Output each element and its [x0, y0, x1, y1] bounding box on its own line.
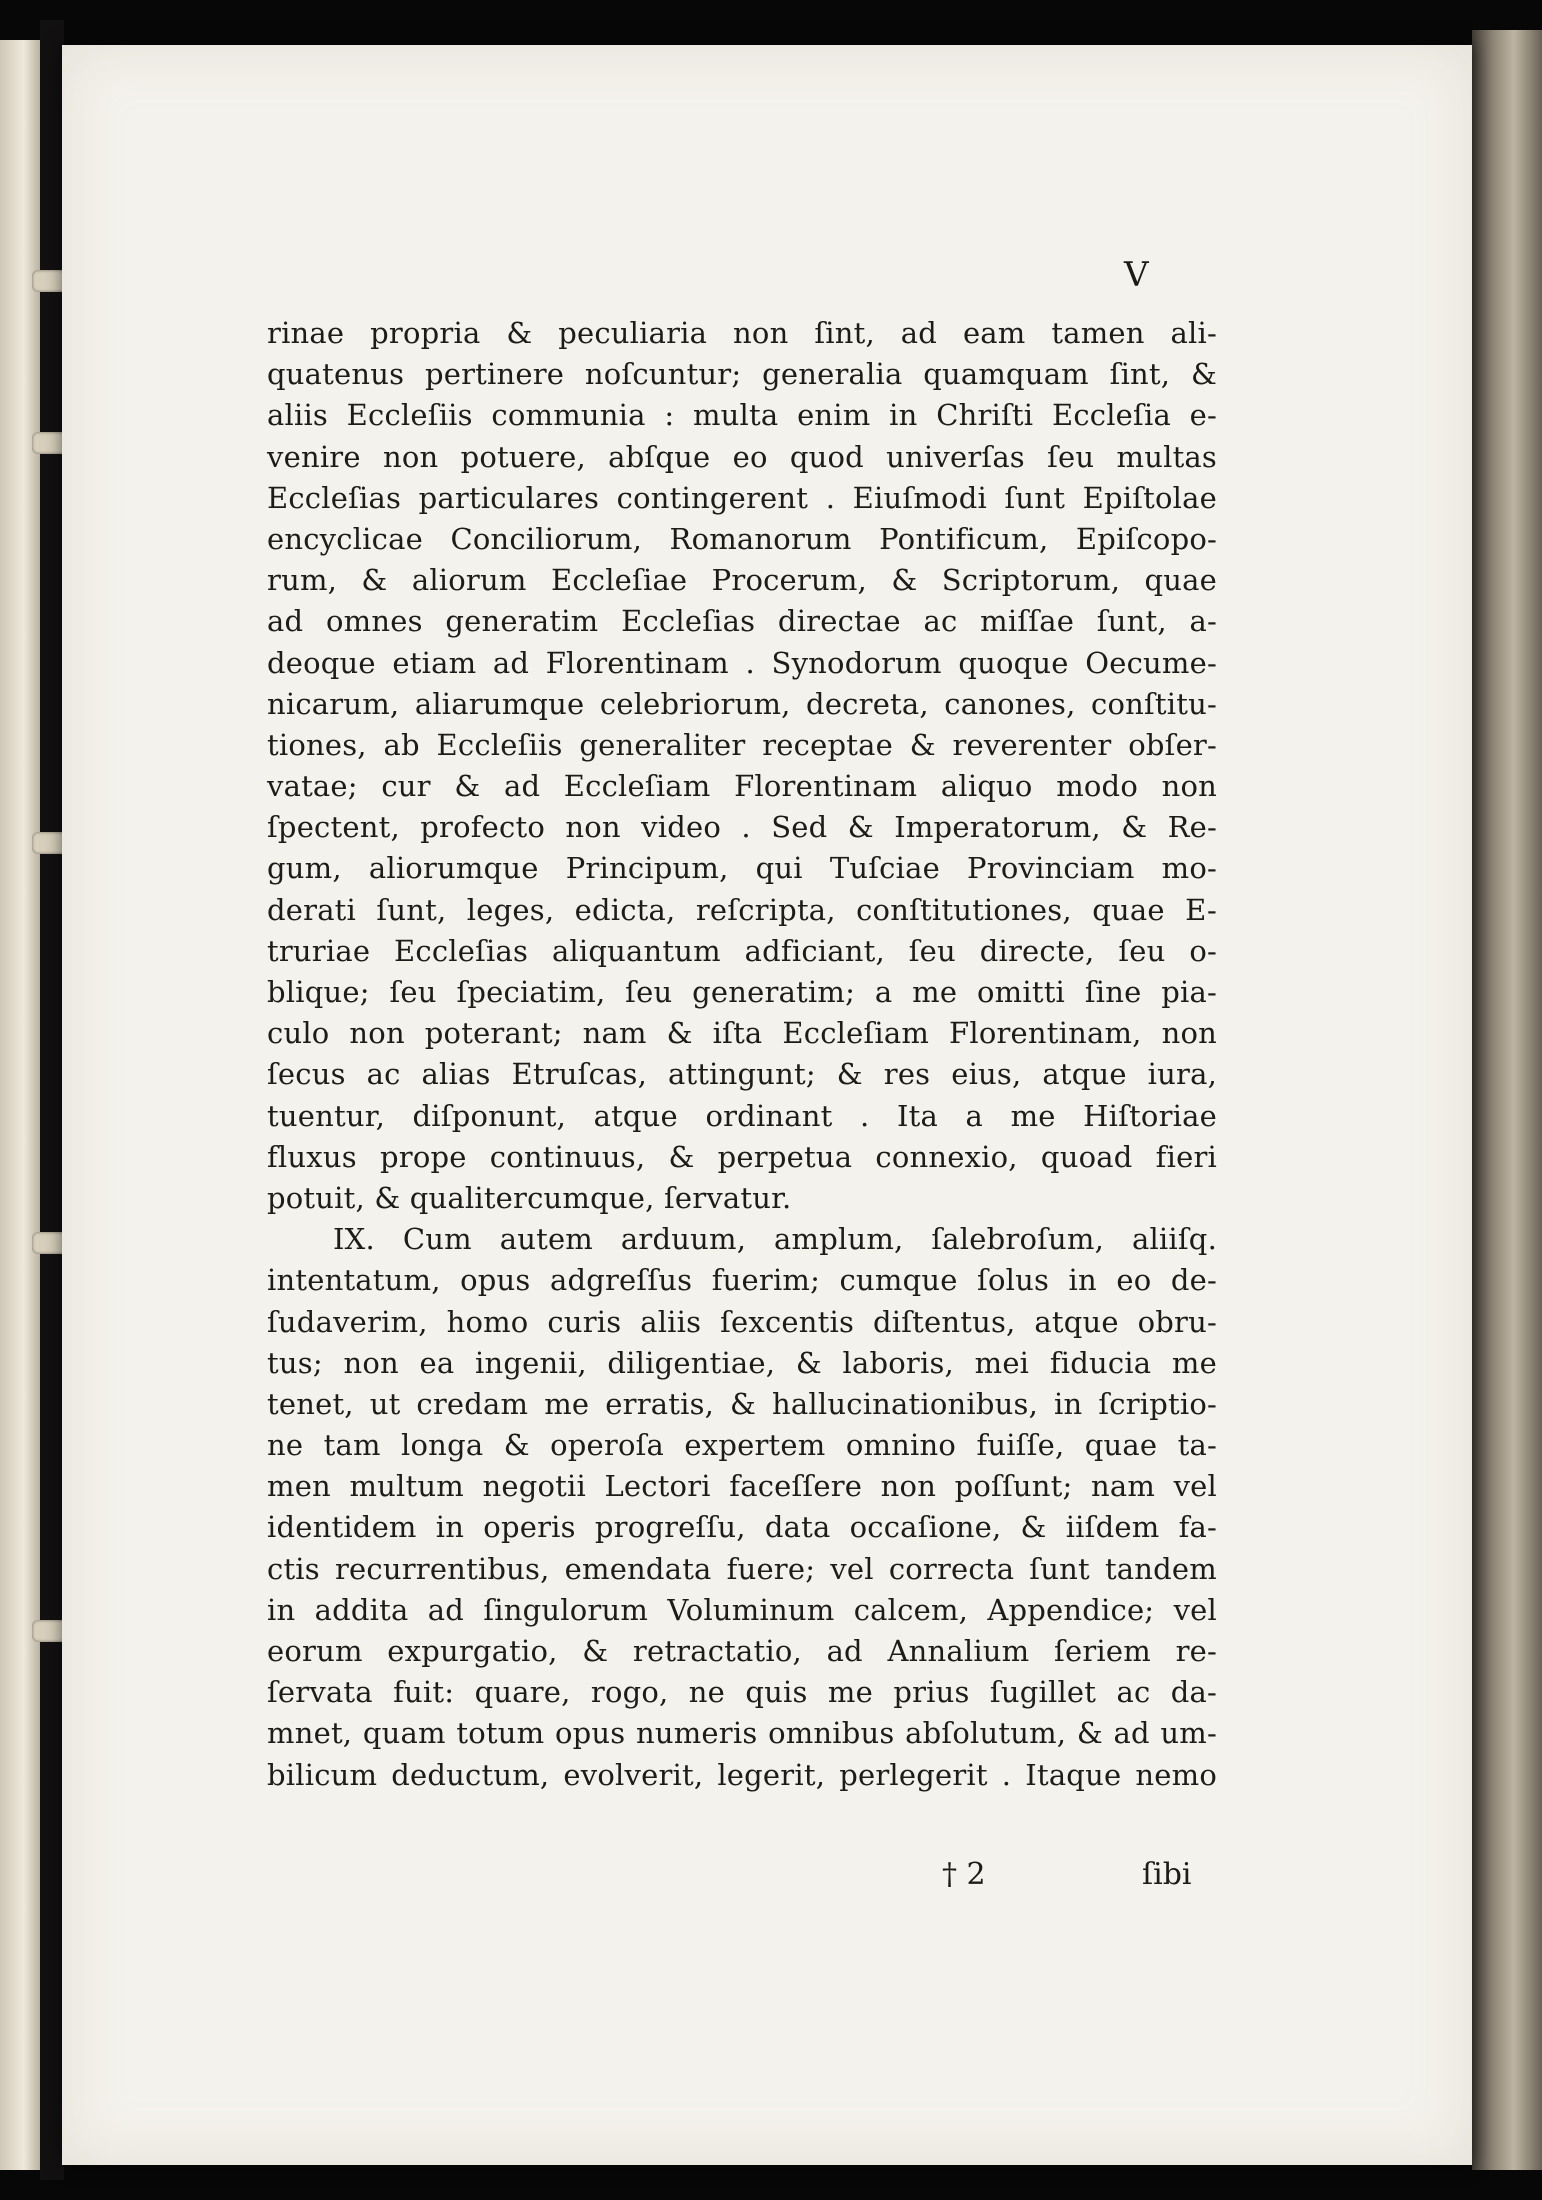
- text-line: fluxus prope continuus, & perpetua connexio, quoad fieri: [267, 1139, 1217, 1174]
- text-line: ſudaverim, homo curis aliis ſexcentis diſtentus, atque obru-: [267, 1304, 1217, 1339]
- book-page: [62, 45, 1472, 2165]
- signature-mark: † 2: [942, 1857, 986, 1892]
- text-line: venire non potuere, abſque eo quod univerſas ſeu multas: [267, 439, 1217, 474]
- page-body-text: [267, 313, 1217, 1796]
- left-page-edge: [0, 40, 42, 2170]
- text-line: tuentur, diſponunt, atque ordinant . Ita a me Hiſtoriae: [267, 1098, 1217, 1133]
- text-line: gum, aliorumque Principum, qui Tuſciae Provinciam mo-: [267, 851, 1217, 886]
- text-line: rum, & aliorum Eccleſiae Procerum, & Scriptorum, quae: [267, 563, 1217, 598]
- right-page-edges: [1472, 30, 1542, 2170]
- catchword: ſibi: [1142, 1857, 1192, 1892]
- text-line: in addita ad ſingulorum Voluminum calcem, Appendice; vel: [267, 1592, 1217, 1627]
- text-line: tiones, ab Eccleſiis generaliter receptae & reverenter obſer-: [267, 727, 1217, 762]
- text-line: truriae Eccleſias aliquantum adficiant, ſeu directe, ſeu o-: [267, 933, 1217, 968]
- text-line: potuit, & qualitercumque, ſervatur.: [267, 1180, 792, 1215]
- text-line: ctis recurrentibus, emendata fuere; vel correcta ſunt tandem: [267, 1551, 1217, 1586]
- text-line: eorum expurgatio, & retractatio, ad Annalium ſeriem re-: [267, 1634, 1217, 1668]
- text-line: ſpectent, profecto non video . Sed & Imperatorum, & Re-: [267, 810, 1217, 845]
- text-line: nicarum, aliarumque celebriorum, decreta, canones, conſtitu-: [267, 686, 1217, 721]
- text-line: derati ſunt, leges, edicta, reſcripta, conſtitutiones, quae E-: [267, 892, 1217, 927]
- text-line: mnet, quam totum opus numeris omnibus abſolutum, & ad um-: [267, 1716, 1217, 1751]
- text-line: intentatum, opus adgreſſus fuerim; cumque ſolus in eo de-: [267, 1263, 1217, 1298]
- text-line: bilicum deductum, evolverit, legerit, perlegerit . Itaque nemo: [267, 1757, 1217, 1792]
- text-line: encyclicae Conciliorum, Romanorum Pontificum, Epiſcopo-: [267, 521, 1217, 556]
- text-line: aliis Eccleſiis communia : multa enim in Chriſti Eccleſia e-: [267, 398, 1217, 433]
- text-line: blique; ſeu ſpeciatim, ſeu generatim; a me omitti ſine pia-: [267, 975, 1217, 1009]
- text-line: tus; non ea ingenii, diligentiae, & laboris, mei fiducia me: [267, 1345, 1217, 1380]
- text-line: ſecus ac alias Etruſcas, attingunt; & res eius, atque iura,: [267, 1057, 1217, 1092]
- text-line: vatae; cur & ad Eccleſiam Florentinam aliquo modo non: [267, 769, 1217, 804]
- text-line: ne tam longa & operoſa expertem omnino fuiſſe, quae ta-: [267, 1428, 1217, 1463]
- text-line: ad omnes generatim Eccleſias directae ac miſſae ſunt, a-: [267, 604, 1217, 639]
- text-line: tenet, ut credam me erratis, & hallucinationibus, in ſcriptio-: [267, 1386, 1217, 1421]
- text-line: deoque etiam ad Florentinam . Synodorum quoque Oecume-: [267, 645, 1217, 680]
- page-number: V: [1124, 255, 1150, 295]
- text-line: identidem in operis progreſſu, data occaſione, & iiſdem fa-: [267, 1510, 1217, 1545]
- text-line: ſervata fuit: quare, rogo, ne quis me prius ſugillet ac da-: [267, 1675, 1217, 1710]
- text-line: rinae propria & peculiaria non ſint, ad eam tamen ali-: [267, 316, 1217, 350]
- paragraph-start-line: IX. Cum autem arduum, amplum, ſalebroſum, aliiſq.: [333, 1222, 1217, 1257]
- text-line: quatenus pertinere noſcuntur; generalia quamquam ſint, &: [267, 357, 1217, 392]
- book-spine-gap: [40, 20, 64, 2180]
- text-line: men multum negotii Lectori faceſſere non poſſunt; nam vel: [267, 1469, 1217, 1504]
- text-line: culo non poterant; nam & iſta Eccleſiam Florentinam, non: [267, 1016, 1217, 1051]
- text-line: Eccleſias particulares contingerent . Eiuſmodi ſunt Epiſtolae: [267, 480, 1217, 515]
